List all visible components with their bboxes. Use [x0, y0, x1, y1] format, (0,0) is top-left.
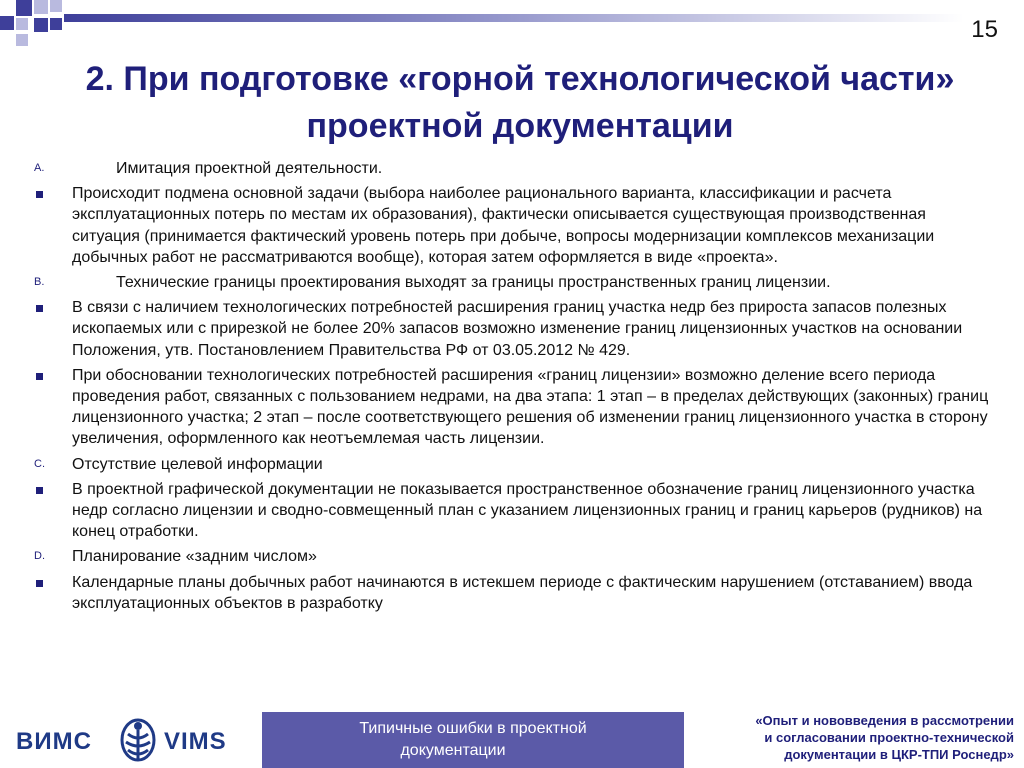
- list-marker: D.: [34, 550, 45, 563]
- list-marker: B.: [34, 276, 45, 289]
- list-item-text: Календарные планы добычных работ начинаются в истекшем периоде с фактическим нарушением (отставанием) ввода эксплуатационных объектов в разработку: [72, 573, 973, 612]
- slide-title: 2. При подготовке «горной технологической части» проектной документации: [85, 60, 955, 145]
- footer-right-line2: и согласовании проектно-технической: [764, 730, 1014, 745]
- list-item-text: Происходит подмена основной задачи (выбора наиболее рационального варианта, классификации и расчета эксплуатационных потерь по местам их образования), фактически описывается существующая производственная ситуация (принимается фактический уровень потерь при добыче, вопросы модернизации комплексов механизации добычных работ не рассматриваются вообще), которая затем оформляется в виде «проекта».: [72, 185, 935, 266]
- list-item-text: В проектной графической документации не показывается пространственное обозначение границ лицензионного участка недр согласно лицензии и сводно-совмещенный план с указанием лицензионных границ и границ карьеров (рудников) на конец отработки.: [72, 480, 983, 541]
- footer-topic-line2: документации: [400, 742, 506, 759]
- logo-text-ru: ВИМС: [16, 728, 92, 755]
- list-item: [34, 183, 992, 268]
- list-marker: C.: [34, 457, 45, 470]
- list-item: [34, 479, 992, 543]
- list-item-text: Планирование «задним числом»: [72, 548, 317, 566]
- list-item-text: Технические границы проектирования выходят за границы пространственных границ лицензии.: [116, 274, 831, 292]
- list-item: [34, 454, 992, 475]
- footer-topic-line1: Типичные ошибки в проектной: [359, 720, 587, 737]
- footer-right-line3: документации в ЦКР-ТПИ Роснедр»: [784, 747, 1014, 762]
- list-item: [34, 365, 992, 450]
- square-bullet-icon: [36, 305, 43, 312]
- slide-content: [34, 158, 992, 618]
- list-marker: A.: [34, 162, 45, 174]
- footer-right-line1: «Опыт и нововведения в рассмотрении: [755, 713, 1014, 728]
- list-item-text: В связи с наличием технологических потребностей расширения границ участка недр без прироста запасов полезных ископаемых или с прирезкой не более 20% запасов возможно изменение границ лицензионных участков на основании Положения, утв. Постановлением Правительства РФ от 03.05.2012 № 429.: [72, 299, 963, 359]
- square-bullet-icon: [36, 580, 43, 587]
- square-bullet-icon: [36, 191, 43, 198]
- footer-topic-box: [262, 712, 684, 768]
- list-item-text: Имитация проектной деятельности.: [116, 160, 383, 177]
- list-item: [34, 297, 992, 361]
- top-gradient-bar: [64, 14, 964, 22]
- logo-text-en: VIMS: [164, 728, 227, 755]
- square-bullet-icon: [36, 373, 43, 380]
- list-item-text: При обосновании технологических потребностей расширения «границ лицензии» возможно деление всего периода проведения работ, связанных с пользованием недрами, на два этапа: 1 этап – в пределах действующих (законных) границ лицензионного участка; 2 этап – после соответствующего решения об изменении границ лицензионного участка в сторону увеличения, оформленного как неотъемлемая часть лицензии.: [72, 366, 989, 448]
- list-item: [34, 546, 992, 567]
- footer-conference-title: [694, 712, 1014, 763]
- square-bullet-icon: [36, 487, 43, 494]
- vims-emblem-icon: [120, 718, 156, 762]
- list-item: [34, 272, 992, 293]
- list-item: [34, 158, 992, 179]
- vims-logo: [16, 718, 256, 762]
- slide-number: 15: [971, 16, 998, 43]
- list-item-text: Отсутствие целевой информации: [72, 455, 323, 473]
- list-item: [34, 572, 992, 614]
